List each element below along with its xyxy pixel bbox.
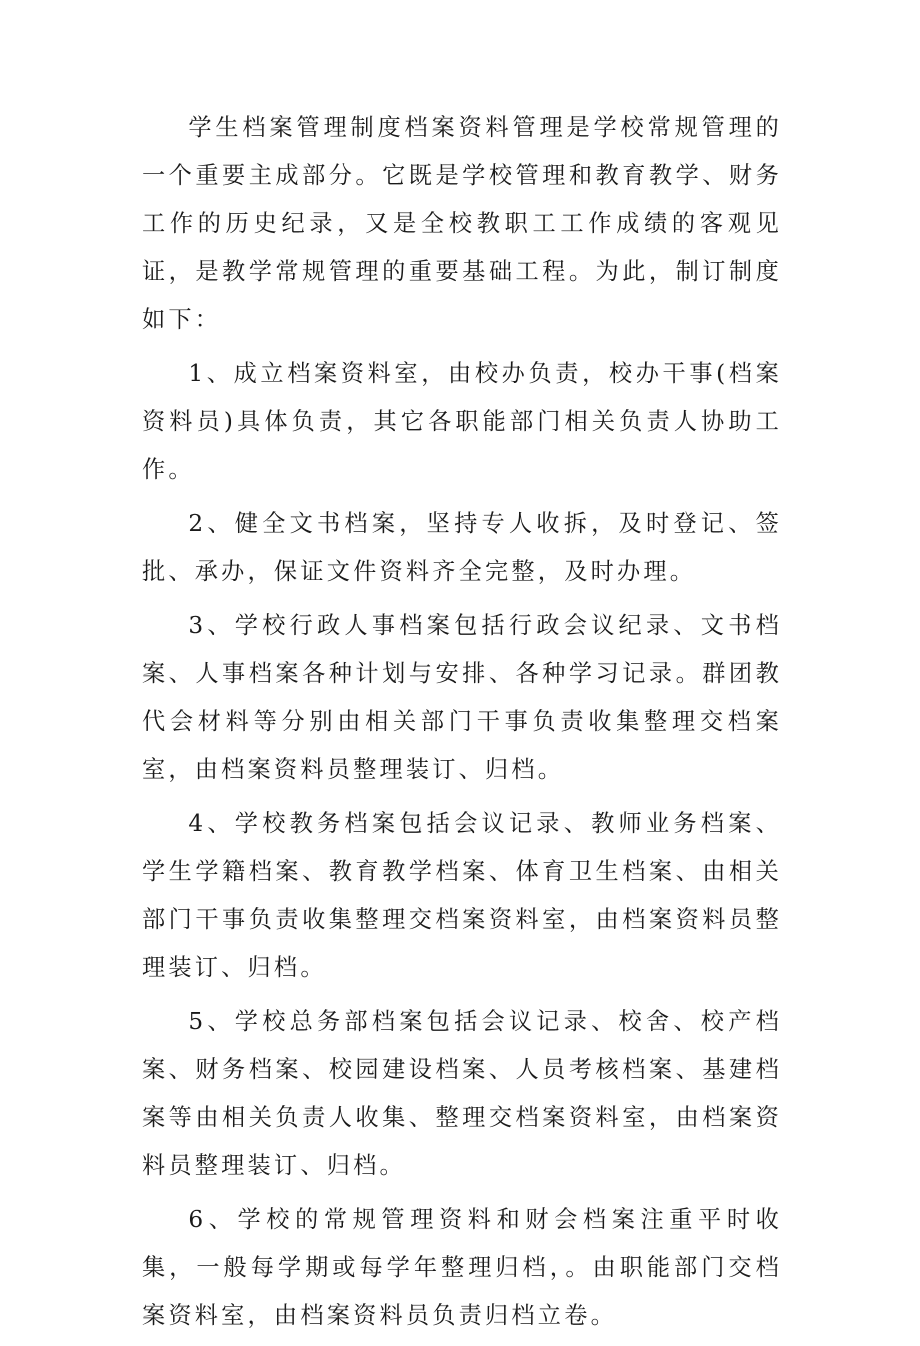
rule-3-paragraph: 3、学校行政人事档案包括行政会议纪录、文书档案、人事档案各种计划与安排、各种学习记录。群团教代会材料等分别由相关部门干事负责收集整理交档案室，由档案资料员整理装订、归档。 — [142, 612, 782, 783]
rule-6-paragraph: 6、学校的常规管理资料和财会档案注重平时收集，一般每学期或每学年整理归档，。由职能部门交档案资料室，由档案资料员负责归档立卷。 — [142, 1206, 782, 1329]
rule-5-paragraph: 5、学校总务部档案包括会议记录、校舍、校产档案、财务档案、校园建设档案、人员考核档案、基建档案等由相关负责人收集、整理交档案资料室，由档案资料员整理装订、归档。 — [142, 1008, 782, 1179]
rule-2-paragraph: 2、健全文书档案，坚持专人收拆，及时登记、签批、承办，保证文件资料齐全完整，及时办理。 — [142, 510, 782, 585]
rule-4-paragraph: 4、学校教务档案包括会议记录、教师业务档案、学生学籍档案、教育教学档案、体育卫生档案、由相关部门干事负责收集整理交档案资料室，由档案资料员整理装订、归档。 — [142, 810, 782, 981]
rule-1-paragraph: 1、成立档案资料室，由校办负责，校办干事(档案资料员)具体负责，其它各职能部门相关负责人协助工作。 — [142, 360, 782, 483]
document-body — [142, 104, 782, 1346]
intro-paragraph: 学生档案管理制度档案资料管理是学校常规管理的一个重要主成部分。它既是学校管理和教育教学、财务工作的历史纪录，又是全校教职工工作成绩的客观见证，是教学常规管理的重要基础工程。为此，制订制度如下： — [142, 114, 782, 333]
